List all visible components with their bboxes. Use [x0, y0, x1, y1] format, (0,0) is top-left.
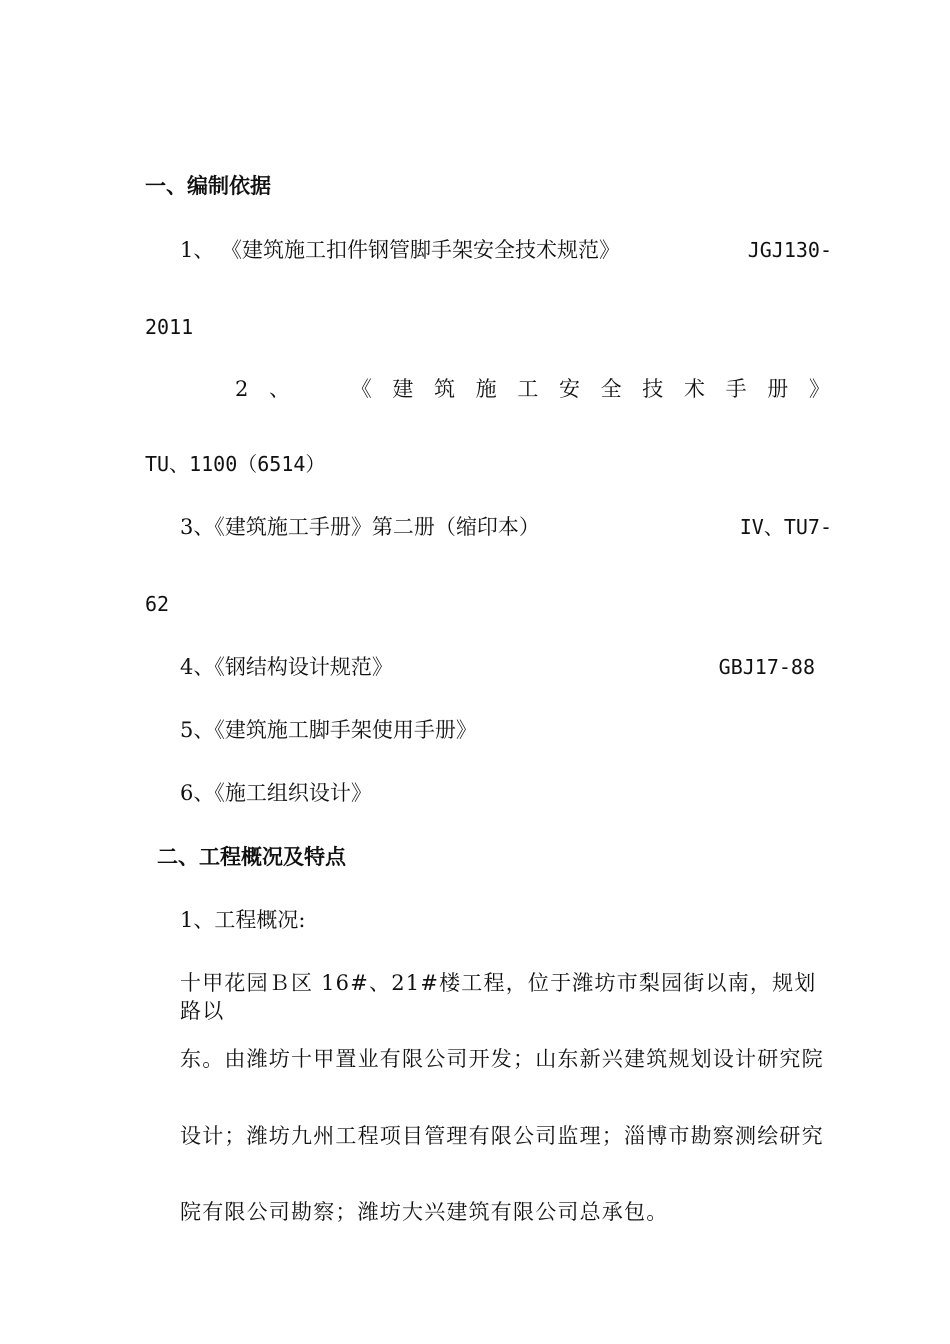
reference-item-4: 4、《钢结构设计规范》: [180, 655, 393, 679]
section-heading-overview: 二、工程概况及特点: [157, 845, 346, 869]
reference-item-1-code: JGJ130-: [747, 238, 832, 262]
reference-item-2-char: 2: [235, 377, 249, 401]
reference-item-2-char: 册: [767, 377, 789, 401]
paragraph-line: 设计；潍坊九州工程项目管理有限公司监理；淄博市勘察测绘研究: [180, 1124, 824, 1148]
paragraph-line: 院有限公司勘察；潍坊大兴建筑有限公司总承包。: [180, 1200, 669, 1224]
reference-item-2-char: 手: [725, 377, 747, 401]
reference-item-1-code-continued: 2011: [145, 315, 194, 339]
reference-item-2-char: 术: [683, 377, 705, 401]
reference-item-2-char: 施: [475, 377, 497, 401]
reference-item-6: 6、《施工组织设计》: [180, 781, 372, 805]
subsection-heading-project-overview: 1、工程概况:: [180, 908, 306, 932]
reference-item-2-char: 全: [600, 377, 622, 401]
reference-item-2-char: 、: [269, 377, 291, 401]
reference-item-4-code: GBJ17-88: [718, 655, 815, 679]
reference-item-2-char: 《: [350, 377, 372, 401]
reference-item-2-char: 》: [808, 377, 830, 401]
reference-item-5: 5、《建筑施工脚手架使用手册》: [180, 718, 477, 742]
paragraph-line: 十甲花园Ｂ区 16#、21#楼工程，位于潍坊市梨园街以南，规划路以: [180, 971, 817, 1023]
reference-item-3-code: IV、TU7-: [739, 515, 832, 539]
reference-item-3-code-continued: 62: [145, 592, 170, 616]
reference-item-2-code: TU、1100（6514）: [145, 452, 326, 476]
reference-item-2-char: 建: [392, 377, 414, 401]
reference-item-2-char: 筑: [434, 377, 455, 401]
reference-item-2-char: 安: [558, 377, 580, 401]
reference-item-2: [235, 375, 830, 403]
paragraph-line: 东。由潍坊十甲置业有限公司开发；山东新兴建筑规划设计研究院: [180, 1047, 824, 1071]
reference-item-2-char: 工: [517, 377, 539, 401]
reference-item-1: 1、 《建筑施工扣件钢管脚手架安全技术规范》: [180, 238, 621, 262]
section-heading-basis: 一、编制依据: [145, 174, 271, 198]
reference-item-3: 3、《建筑施工手册》第二册（缩印本）: [180, 515, 540, 539]
reference-item-2-char: 技: [642, 377, 664, 401]
